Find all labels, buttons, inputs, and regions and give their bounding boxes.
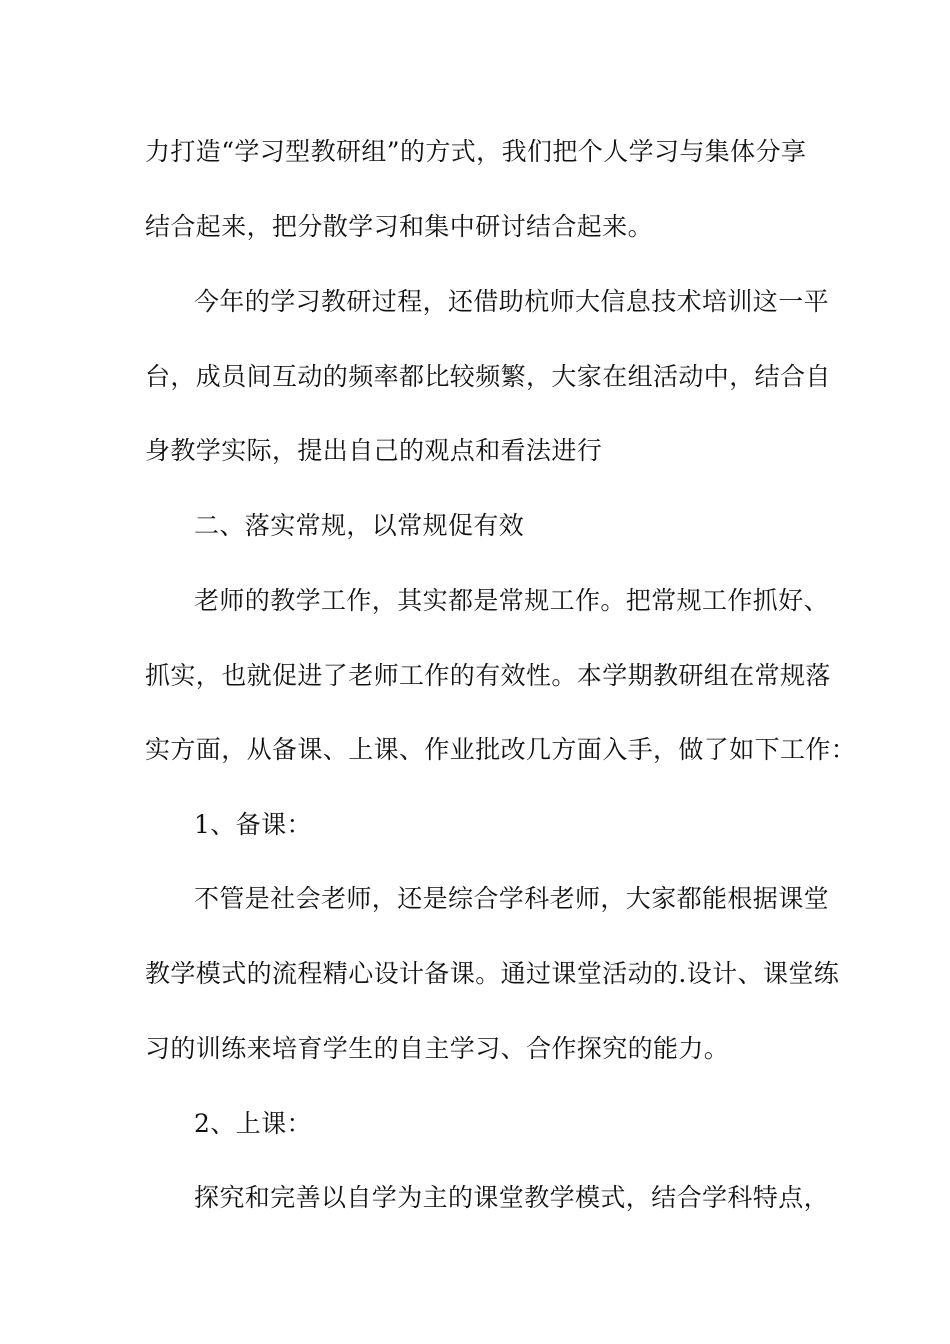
paragraph-line: 结合起来，把分散学习和集中研讨结合起来。 (145, 212, 654, 241)
section-heading: 二、落实常规，以常规促有效 (194, 511, 525, 540)
subsection-heading: 1、备课： (194, 810, 312, 839)
paragraph-line: 抓实，也就促进了老师工作的有效性。本学期教研组在常规落 (145, 661, 831, 690)
subsection-heading: 2、上课： (194, 1109, 312, 1138)
paragraph-line: 今年的学习教研过程，还借助杭师大信息技术培训这一平 (194, 287, 830, 316)
paragraph-line: 台，成员间互动的频率都比较频繁，大家在组活动中，结合自 (145, 362, 831, 391)
paragraph-line: 实方面，从备课、上课、作业批改几方面入手，做了如下工作： (145, 735, 857, 764)
paragraph-line: 习的训练来培育学生的自主学习、合作探究的能力。 (145, 1034, 730, 1063)
paragraph-line: 探究和完善以自学为主的课堂教学模式，结合学科特点， (194, 1183, 830, 1212)
paragraph-line: 老师的教学工作，其实都是常规工作。把常规工作抓好、 (194, 586, 830, 615)
paragraph-line: 不管是社会老师，还是综合学科老师，大家都能根据课堂 (194, 884, 830, 913)
paragraph-line: 身教学实际，提出自己的观点和看法进行 (145, 436, 603, 465)
paragraph-line: 力打造“学习型教研组”的方式，我们把个人学习与集体分享 (145, 137, 807, 166)
paragraph-line: 教学模式的流程精心设计备课。通过课堂活动的.设计、课堂练 (145, 959, 840, 988)
